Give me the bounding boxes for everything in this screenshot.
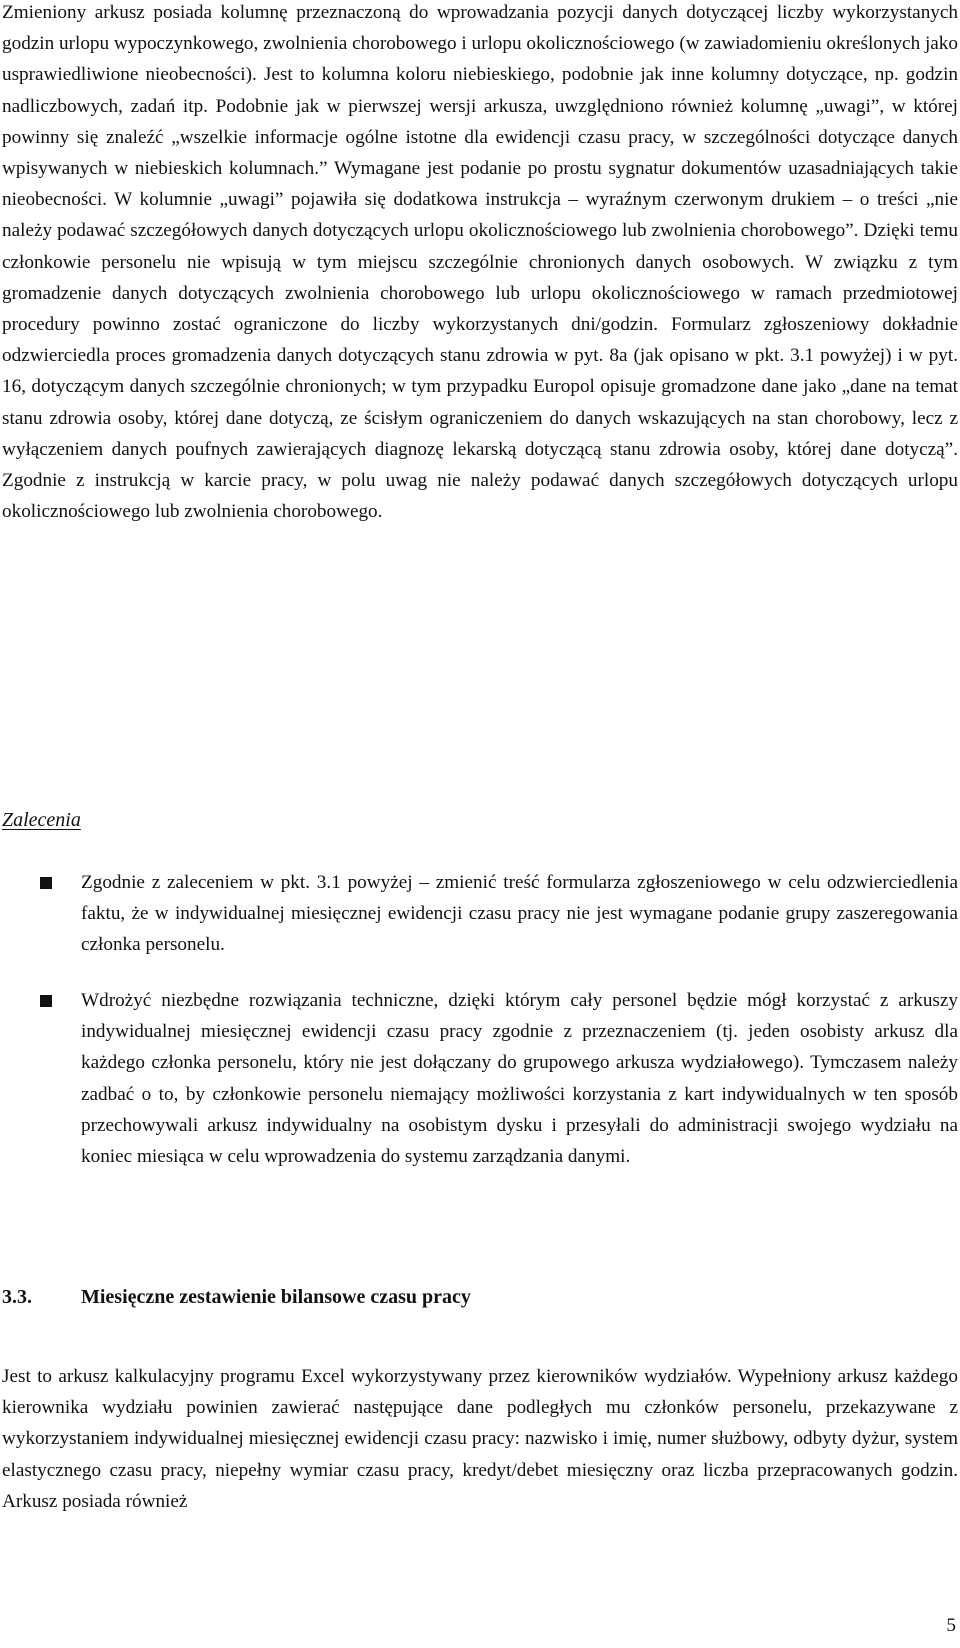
recommendation-text: Wdrożyć niezbędne rozwiązania techniczne, dzięki którym cały personel będzie mógł korzystać z arkuszy indywidualnej miesięcznej ewidencji czasu pracy zgodnie z przeznaczeniem (tj. jeden osobisty arkusz dla każdego członka personelu, który nie jest dołączany do grupowego arkusza wydziałowego). Tymczasem należy zadbać o to, by członkowie personelu niemający możliwości korzystania z kart indywidualnych w ten sposób przechowywali arkusz indywidualny na osobistym dysku i przesyłali do administracji swojego wydziału na koniec miesiąca w celu wprowadzenia do systemu zarządzania danymi. bbox=[81, 990, 958, 1168]
section-title: Miesięczne zestawienie bilansowe czasu pracy bbox=[81, 1286, 471, 1308]
section-number: 3.3. bbox=[2, 1286, 32, 1308]
recommendations-heading: Zalecenia bbox=[2, 809, 81, 831]
recommendation-text: Zgodnie z zaleceniem w pkt. 3.1 powyżej – zmienić treść formularza zgłoszeniowego w celu odzwierciedlenia faktu, że w indywidualnej miesięcznej ewidencji czasu pracy nie jest wymagane podanie grupy zaszeregowania członka personelu. bbox=[81, 872, 958, 956]
square-bullet-icon bbox=[40, 877, 52, 889]
square-bullet-icon bbox=[40, 995, 52, 1007]
body-paragraph: Zmieniony arkusz posiada kolumnę przeznaczoną do wprowadzania pozycji danych dotyczącej liczby wykorzystanych godzin urlopu wypoczynkowego, zwolnienia chorobowego i urlopu okolicznościowego (w zawiadomieniu określonych jako usprawiedliwione nieobecności). Jest to kolumna koloru niebieskiego, podobnie jak inne kolumny dotyczące, np. godzin nadliczbowych, zadań itp. Podobnie jak w pierwszej wersji arkusza, uwzględniono również kolumnę „uwagi”, w której powinny się znaleźć „wszelkie informacje ogólne istotne dla ewidencji czasu pracy, w szczególności dotyczące danych wpisywanych w niebieskich kolumnach.” Wymagane jest podanie po prostu sygnatur dokumentów uzasadniających takie nieobecności. W kolumnie „uwagi” pojawiła się dodatkowa instrukcja – wyraźnym czerwonym drukiem – o treści „nie należy podawać szczegółowych danych dotyczących urlopu okolicznościowego lub zwolnienia chorobowego”. Dzięki temu członkowie personelu nie wpisują w tym miejscu szczególnie chronionych danych osobowych. W związku z tym gromadzenie danych dotyczących zwolnienia chorobowego lub urlopu okolicznościowego w ramach przedmiotowej procedury powinno zostać ograniczone do liczby wykorzystanych dni/godzin. Formularz zgłoszeniowy dokładnie odzwierciedla proces gromadzenia danych dotyczących stanu zdrowia w pyt. 8a (jak opisano w pkt. 3.1 powyżej) i w pyt. 16, dotyczącym danych szczególnie chronionych; w tym przypadku Europol opisuje gromadzone dane jako „dane na temat stanu zdrowia osoby, której dane dotyczą, ze ścisłym ograniczeniem do danych wskazujących na stan chorobowy, lecz z wyłączeniem danych poufnych zawierających diagnozę lekarską dotyczącą stanu zdrowia osoby, której dane dotyczą”. Zgodnie z instrukcją w karcie pracy, w polu uwag nie należy podawać danych szczegółowych dotyczących urlopu okolicznościowego lub zwolnienia chorobowego. bbox=[2, 2, 958, 523]
body-paragraph: Jest to arkusz kalkulacyjny programu Excel wykorzystywany przez kierowników wydziałów. Wypełniony arkusz każdego kierownika wydziału powinien zawierać następujące dane podległych mu członków personelu, przekazywane z wykorzystaniem indywidualnej miesięcznej ewidencji czasu pracy: nazwisko i imię, numer służbowy, odbyty dyżur, system elastycznego czasu pracy, niepełny wymiar czasu pracy, kredyt/debet miesięczny oraz liczba przepracowanych godzin. Arkusz posiada również bbox=[2, 1366, 958, 1512]
page-number: 5 bbox=[946, 1615, 956, 1636]
